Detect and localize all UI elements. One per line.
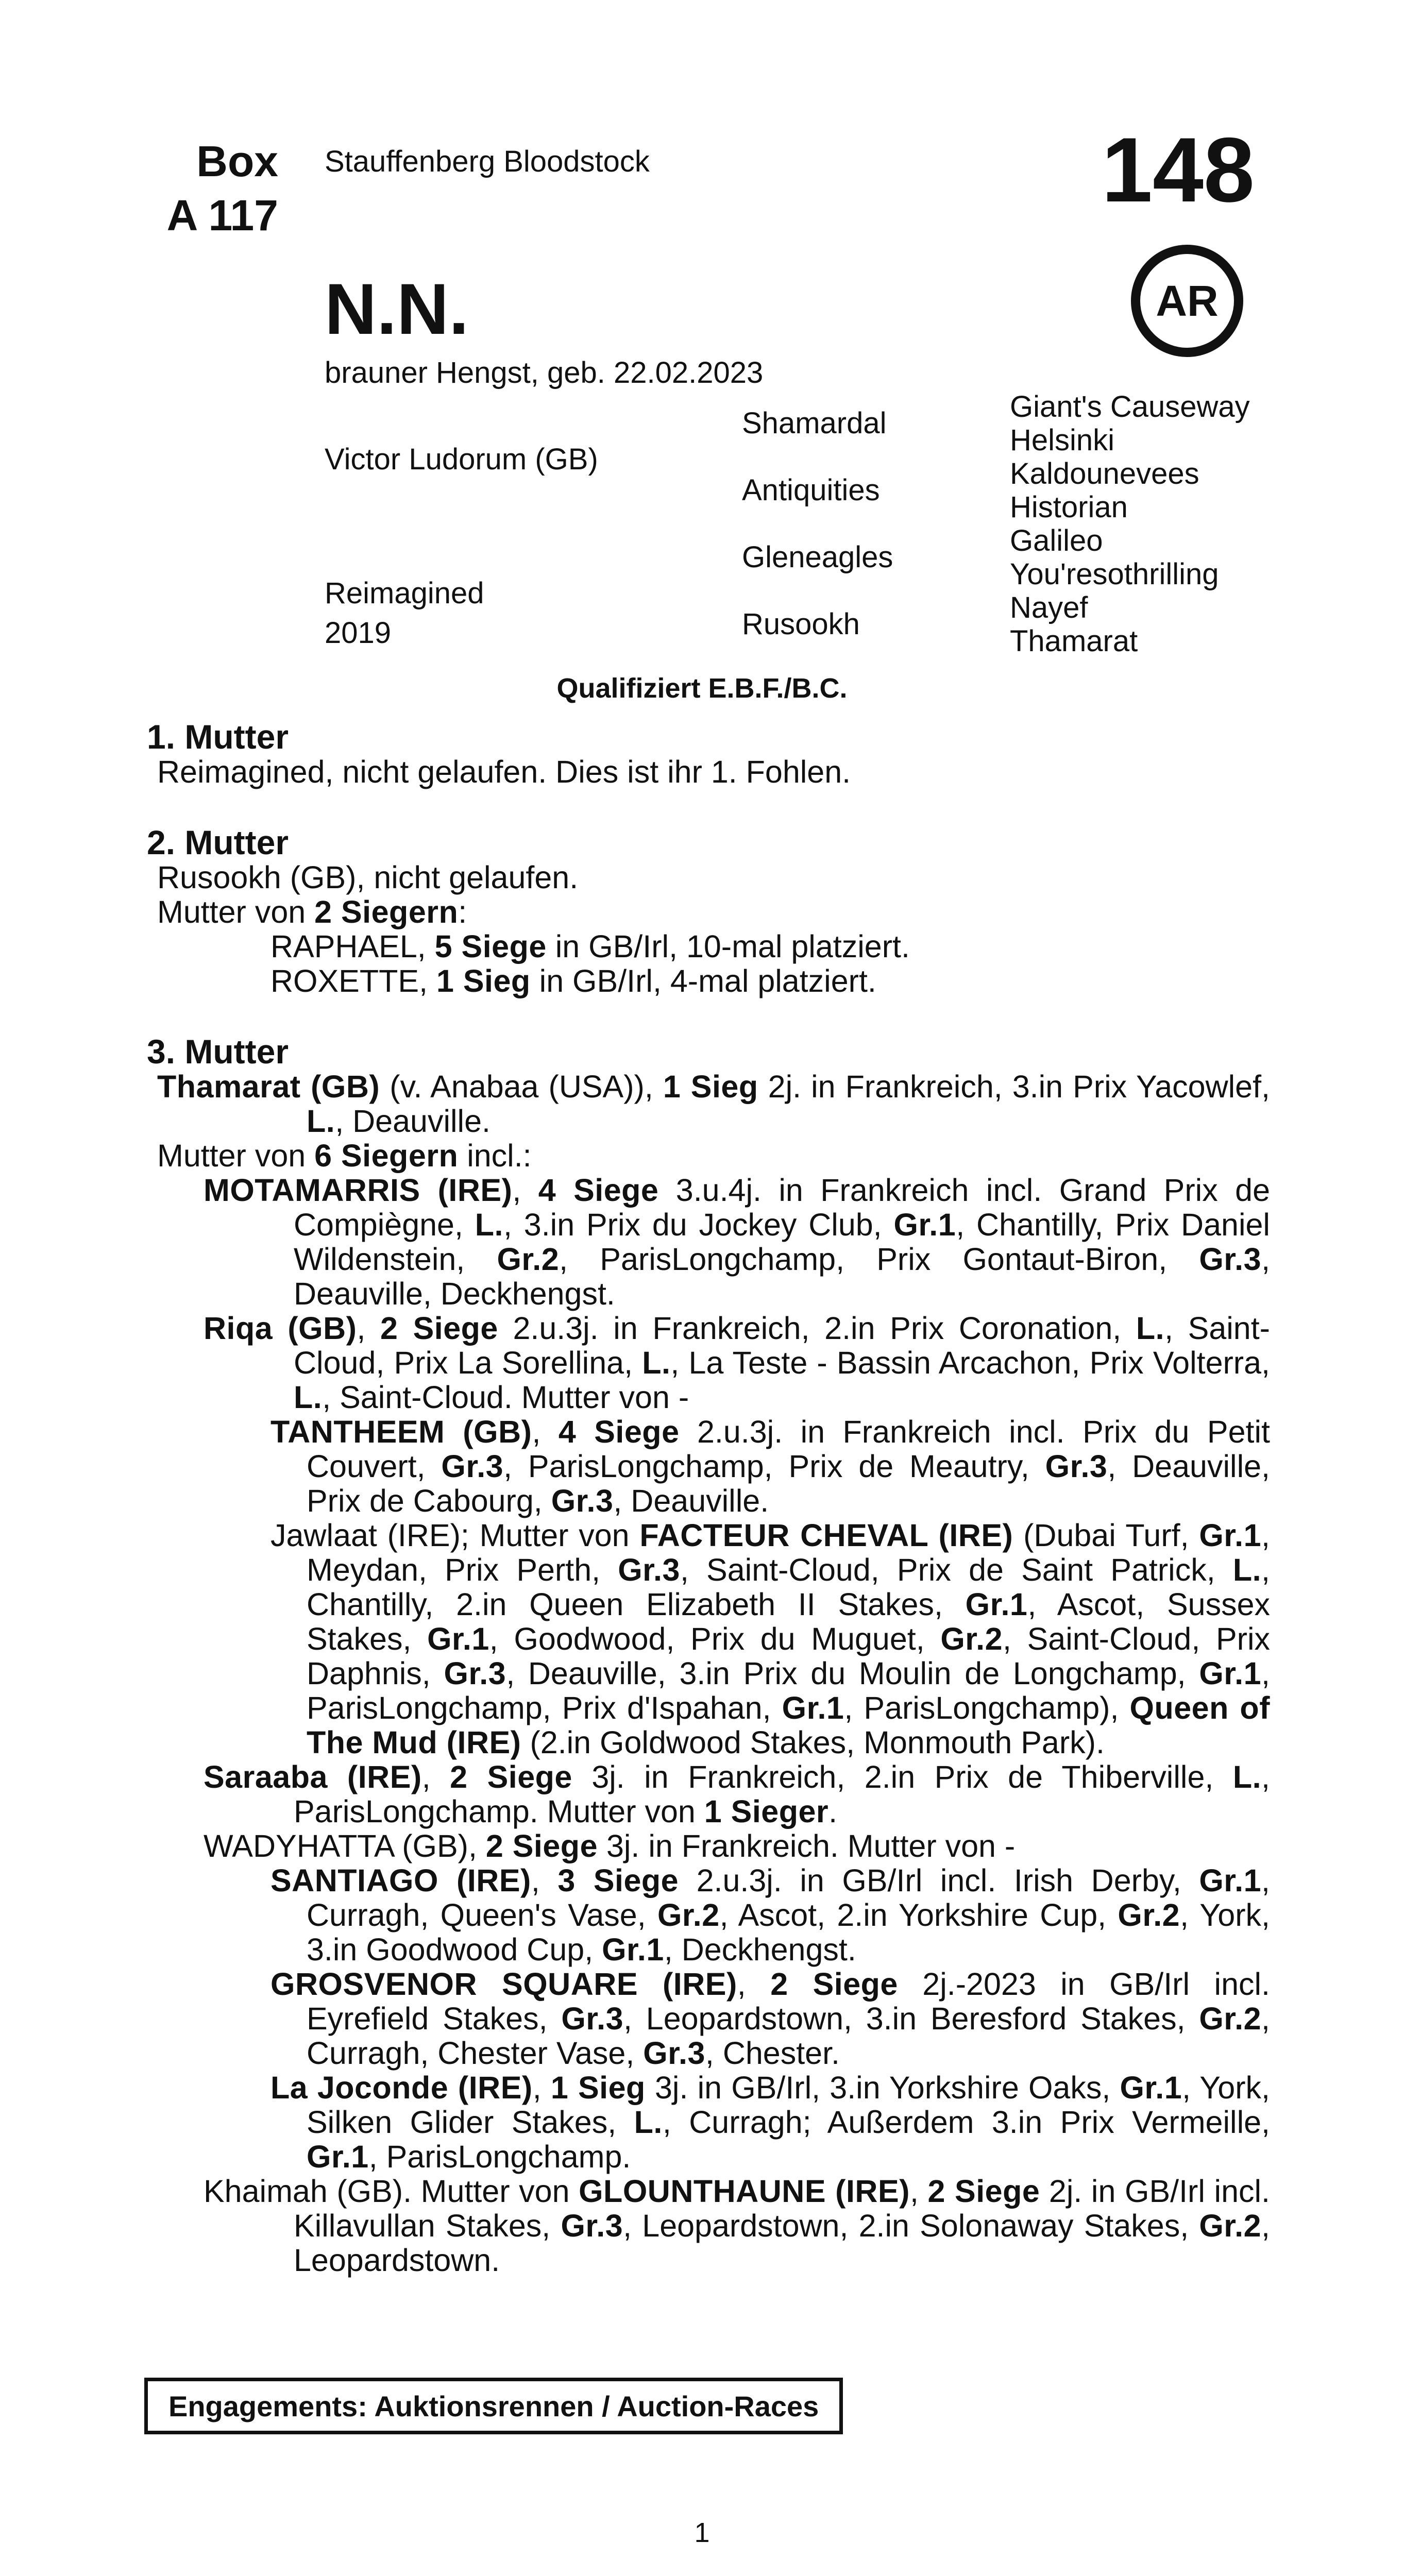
pedigree-great-grandparent: You'resothrilling: [1010, 557, 1219, 591]
pedigree-great-grandparent: Kaldounevees: [1010, 457, 1199, 490]
pedigree-entry: Mutter von 6 Siegern incl.:: [157, 1138, 532, 1173]
pedigree-grandparent: Shamardal: [742, 406, 887, 440]
pedigree-entry: SANTIAGO (IRE), 3 Siege 2.u.3j. in GB/Irl incl. Irish Derby, Gr.1, Curragh, Queen's Vase, Gr.2, Ascot, 2.in Yorkshire Cup, Gr.2, York, 3.in Goodwood Cup, Gr.1, Deckhengst.: [270, 1863, 1270, 1967]
pedigree-great-grandparent: Galileo: [1010, 524, 1103, 557]
pedigree-dam-year: 2019: [325, 616, 392, 650]
seller-name: Stauffenberg Bloodstock: [325, 145, 650, 178]
pedigree-entry: Jawlaat (IRE); Mutter von FACTEUR CHEVAL (IRE) (Dubai Turf, Gr.1, Meydan, Prix Perth, Gr.3, Saint-Cloud, Prix de Saint Patrick, L., Chantilly, 2.in Queen Elizabeth II Stakes, Gr.1, Ascot, Sussex Stakes, Gr.1, Goodwood, Prix du Muguet, Gr.2, Saint-Cloud, Prix Daphnis, Gr.3, Deauville, 3.in Prix du Moulin de Longchamp, Gr.1, ParisLongchamp, Prix d'Ispahan, Gr.1, ParisLongchamp), Queen of The Mud (IRE) (2.in Goldwood Stakes, Monmouth Park).: [270, 1518, 1271, 1760]
page-number: 1: [694, 2517, 710, 2548]
pedigree-great-grandparent: Nayef: [1010, 591, 1088, 624]
box-label: Box: [196, 137, 278, 185]
pedigree-great-grandparent: Historian: [1010, 490, 1128, 524]
lot-number: 148: [1102, 118, 1255, 221]
pedigree-entry: MOTAMARRIS (IRE), 4 Siege 3.u.4j. in Frankreich incl. Grand Prix de Compiègne, L., 3.in Prix du Jockey Club, Gr.1, Chantilly, Prix Daniel Wildenstein, Gr.2, ParisLongchamp, Prix Gontaut-Biron, Gr.3, Deauville, Deckhengst.: [204, 1173, 1271, 1311]
pedigree-entry: La Joconde (IRE), 1 Sieg 3j. in GB/Irl, 3.in Yorkshire Oaks, Gr.1, York, Silken Glider Stakes, L., Curragh; Außerdem 3.in Prix Vermeille, Gr.1, ParisLongchamp.: [270, 2070, 1271, 2174]
family-sections: [147, 719, 1270, 2313]
mother-section-title: 3. Mutter: [147, 1032, 289, 1071]
engagements-box: Engagements: Auktionsrennen / Auction-Races: [144, 2378, 843, 2434]
pedigree-great-grandparent: Giant's Causeway: [1010, 390, 1250, 423]
pedigree-entry: Riqa (GB), 2 Siege 2.u.3j. in Frankreich, 2.in Prix Coronation, L., Saint-Cloud, Prix La Sorellina, L., La Teste - Bassin Arcachon, Prix Volterra, L., Saint-Cloud. Mutter von -: [204, 1311, 1270, 1415]
pedigree-grandparent: Gleneagles: [742, 540, 893, 574]
pedigree-dam: Reimagined: [325, 577, 484, 610]
pedigree-entry: GROSVENOR SQUARE (IRE), 2 Siege 2j.-2023 in GB/Irl incl. Eyrefield Stakes, Gr.3, Leopardstown, 3.in Beresford Stakes, Gr.2, Curragh, Chester Vase, Gr.3, Chester.: [270, 1967, 1270, 2071]
horse-description: brauner Hengst, geb. 22.02.2023: [325, 356, 764, 389]
pedigree-entry: TANTHEEM (GB), 4 Siege 2.u.3j. in Frankreich incl. Prix du Petit Couvert, Gr.3, ParisLongchamp, Prix de Meautry, Gr.3, Deauville, Prix de Cabourg, Gr.3, Deauville.: [270, 1414, 1270, 1518]
pedigree-grandparent: Antiquities: [742, 473, 880, 507]
mother-section: [147, 719, 1270, 789]
pedigree-entry: Mutter von 2 Siegern:: [157, 894, 467, 929]
box-number: A 117: [166, 191, 278, 240]
pedigree-entry: RAPHAEL, 5 Siege in GB/Irl, 10-mal platziert.: [270, 929, 910, 964]
mother-section-title: 2. Mutter: [147, 823, 289, 861]
mother-section: [147, 824, 1270, 998]
pedigree-entry: Reimagined, nicht gelaufen. Dies ist ihr 1. Fohlen.: [157, 754, 851, 789]
pedigree-grandparent: Rusookh: [742, 607, 860, 641]
pedigree-entry: WADYHATTA (GB), 2 Siege 3j. in Frankreich. Mutter von -: [204, 1828, 1016, 1863]
pedigree-sire: Victor Ludorum (GB): [325, 443, 598, 476]
mother-section: [147, 1033, 1270, 2278]
pedigree-entry: Khaimah (GB). Mutter von GLOUNTHAUNE (IRE), 2 Siege 2j. in GB/Irl incl. Killavullan Stakes, Gr.3, Leopardstown, 2.in Solonaway Stakes, Gr.2, Leopardstown.: [204, 2174, 1270, 2278]
pedigree-great-grandparent: Thamarat: [1010, 624, 1138, 658]
horse-name: N.N.: [325, 268, 469, 349]
ar-badge: AR: [1131, 245, 1243, 357]
pedigree-entry: Thamarat (GB) (v. Anabaa (USA)), 1 Sieg 2j. in Frankreich, 3.in Prix Yacowlef, L., Deauville.: [157, 1069, 1270, 1139]
pedigree-entry: Rusookh (GB), nicht gelaufen.: [157, 860, 579, 895]
pedigree-great-grandparent: Helsinki: [1010, 423, 1115, 457]
pedigree-entry: ROXETTE, 1 Sieg in GB/Irl, 4-mal platziert.: [270, 963, 876, 998]
mother-section-title: 1. Mutter: [147, 718, 289, 756]
qualification-note: Qualifiziert E.B.F./B.C.: [556, 673, 848, 704]
pedigree-entry: Saraaba (IRE), 2 Siege 3j. in Frankreich, 2.in Prix de Thiberville, L., ParisLongchamp. Mutter von 1 Sieger.: [204, 1759, 1270, 1829]
